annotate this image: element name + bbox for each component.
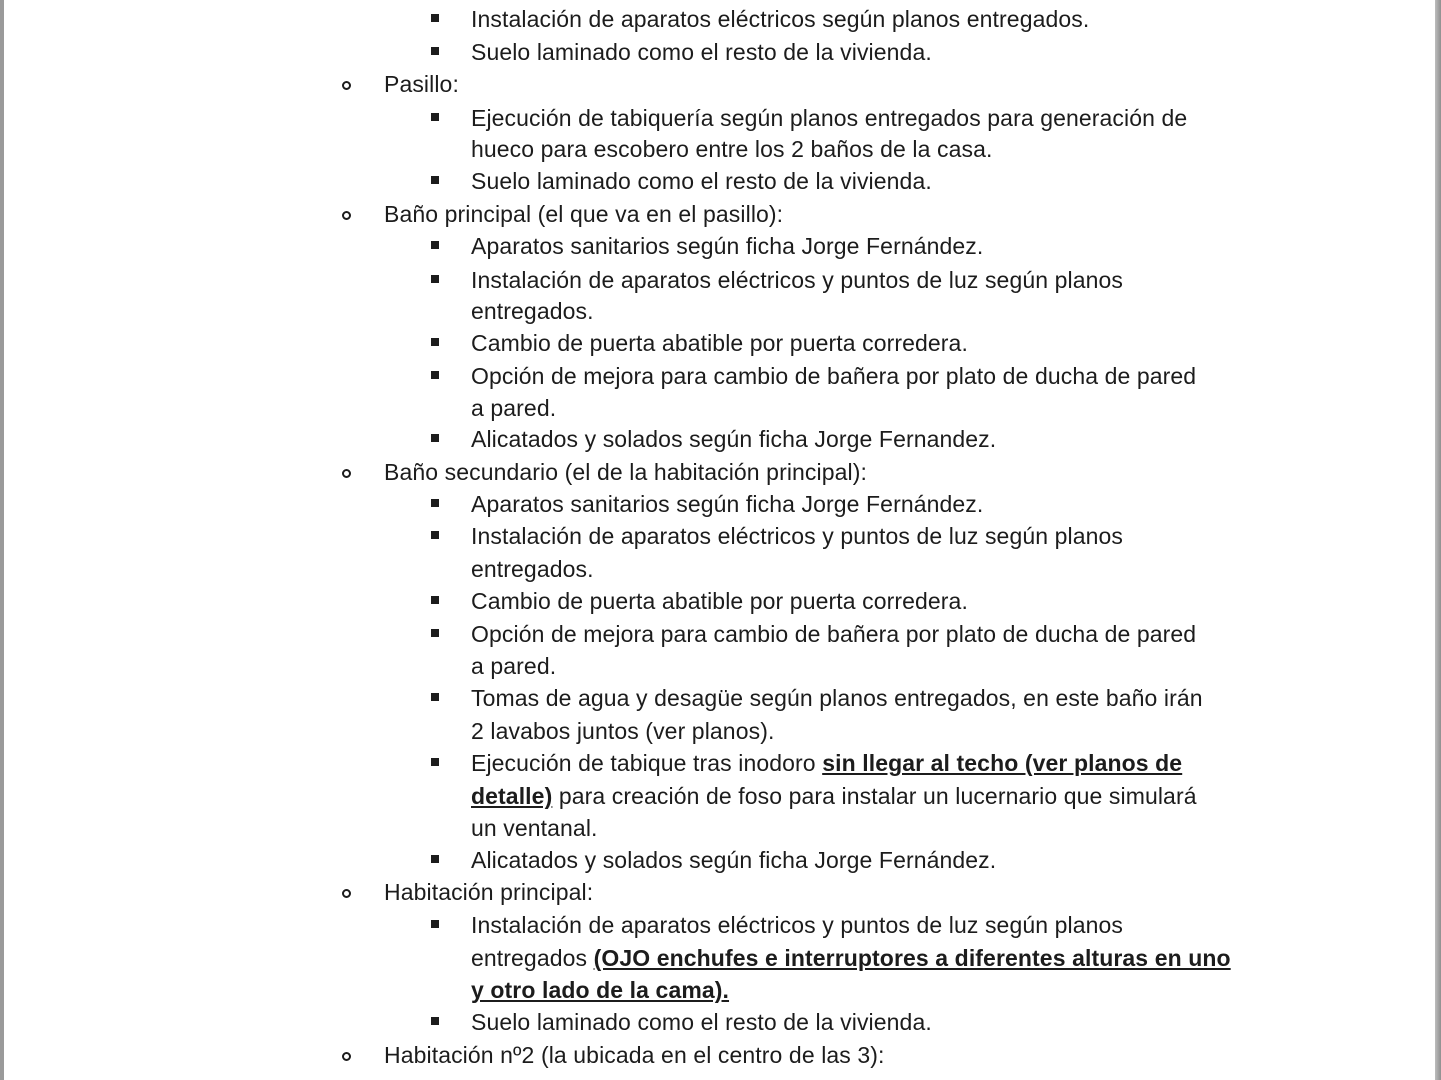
page-edge-right	[1435, 0, 1441, 1080]
section-heading: Baño principal (el que va en el pasillo):	[384, 201, 784, 227]
section-heading: Habitación nº2 (la ubicada en el centro de las 3):	[384, 1042, 885, 1068]
list-item-text: a pared.	[471, 395, 557, 421]
square-bullet-icon	[431, 855, 439, 863]
square-bullet-icon	[431, 629, 439, 637]
list-item-text: Alicatados y solados según ficha Jorge Fernandez.	[471, 426, 997, 452]
plain-text: Ejecución de tabique tras inodoro	[471, 750, 823, 776]
square-bullet-icon	[431, 758, 439, 766]
square-bullet-icon	[431, 499, 439, 507]
section-heading: Pasillo:	[384, 71, 459, 97]
list-item-text: 2 lavabos juntos (ver planos).	[471, 718, 775, 744]
circle-bullet-icon	[342, 1052, 351, 1061]
emphasized-text: detalle)	[471, 783, 553, 809]
square-bullet-icon	[431, 531, 439, 539]
list-item-text: Suelo laminado como el resto de la vivienda.	[471, 39, 932, 65]
square-bullet-icon	[431, 920, 439, 928]
list-item-text: Instalación de aparatos eléctricos y puntos de luz según planos	[471, 912, 1123, 938]
square-bullet-icon	[431, 371, 439, 379]
list-item-text	[471, 942, 1231, 974]
list-item-text: Ejecución de tabiquería según planos entregados para generación de	[471, 105, 1188, 131]
list-item-text: Suelo laminado como el resto de la vivienda.	[471, 168, 932, 194]
square-bullet-icon	[431, 47, 439, 55]
list-item-text: Aparatos sanitarios según ficha Jorge Fernández.	[471, 491, 984, 517]
square-bullet-icon	[431, 241, 439, 249]
list-item-text: entregados.	[471, 298, 594, 324]
square-bullet-icon	[431, 434, 439, 442]
document-page	[4, 0, 1435, 1080]
list-item-text: a pared.	[471, 653, 557, 679]
list-item-text: Tomas de agua y desagüe según planos entregados, en este baño irán	[471, 685, 1203, 711]
list-item-text: Suelo laminado como el resto de la vivienda.	[471, 1009, 932, 1035]
square-bullet-icon	[431, 693, 439, 701]
square-bullet-icon	[431, 596, 439, 604]
list-item-text: Aparatos sanitarios según ficha Jorge Fernández.	[471, 233, 984, 259]
list-item-text: Opción de mejora para cambio de bañera por plato de ducha de pared	[471, 621, 1197, 647]
section-heading: Habitación principal:	[384, 879, 594, 905]
list-item-text: Opción de mejora para cambio de bañera por plato de ducha de pared	[471, 363, 1197, 389]
square-bullet-icon	[431, 113, 439, 121]
list-item-text: Cambio de puerta abatible por puerta corredera.	[471, 330, 968, 356]
circle-bullet-icon	[342, 889, 351, 898]
list-item-text: un ventanal.	[471, 815, 598, 841]
plain-text: para creación de foso para instalar un lucernario que simulará	[552, 783, 1197, 809]
plain-text: entregados	[471, 945, 594, 971]
emphasized-text: sin llegar al techo (ver planos de	[822, 750, 1183, 776]
list-item-text: Alicatados y solados según ficha Jorge Fernández.	[471, 847, 997, 873]
square-bullet-icon	[431, 275, 439, 283]
circle-bullet-icon	[342, 469, 351, 478]
emphasized-text: y otro lado de la cama).	[471, 977, 730, 1003]
square-bullet-icon	[431, 1017, 439, 1025]
square-bullet-icon	[431, 176, 439, 184]
square-bullet-icon	[431, 338, 439, 346]
circle-bullet-icon	[342, 81, 351, 90]
list-item-text: Instalación de aparatos eléctricos y puntos de luz según planos	[471, 267, 1123, 293]
square-bullet-icon	[431, 14, 439, 22]
circle-bullet-icon	[342, 211, 351, 220]
list-item-text: hueco para escobero entre los 2 baños de la casa.	[471, 136, 993, 162]
list-item-text: Cambio de puerta abatible por puerta corredera.	[471, 588, 968, 614]
emphasized-text: (OJO enchufes e interruptores a diferentes alturas en uno	[593, 945, 1231, 971]
list-item-text	[471, 974, 729, 1006]
list-item-text	[471, 747, 1182, 779]
list-item-text: entregados.	[471, 556, 594, 582]
list-item-text: Instalación de aparatos eléctricos según planos entregados.	[471, 6, 1090, 32]
list-item-text	[471, 780, 1197, 812]
section-heading: Baño secundario (el de la habitación principal):	[384, 459, 867, 485]
list-item-text: Instalación de aparatos eléctricos y puntos de luz según planos	[471, 523, 1123, 549]
